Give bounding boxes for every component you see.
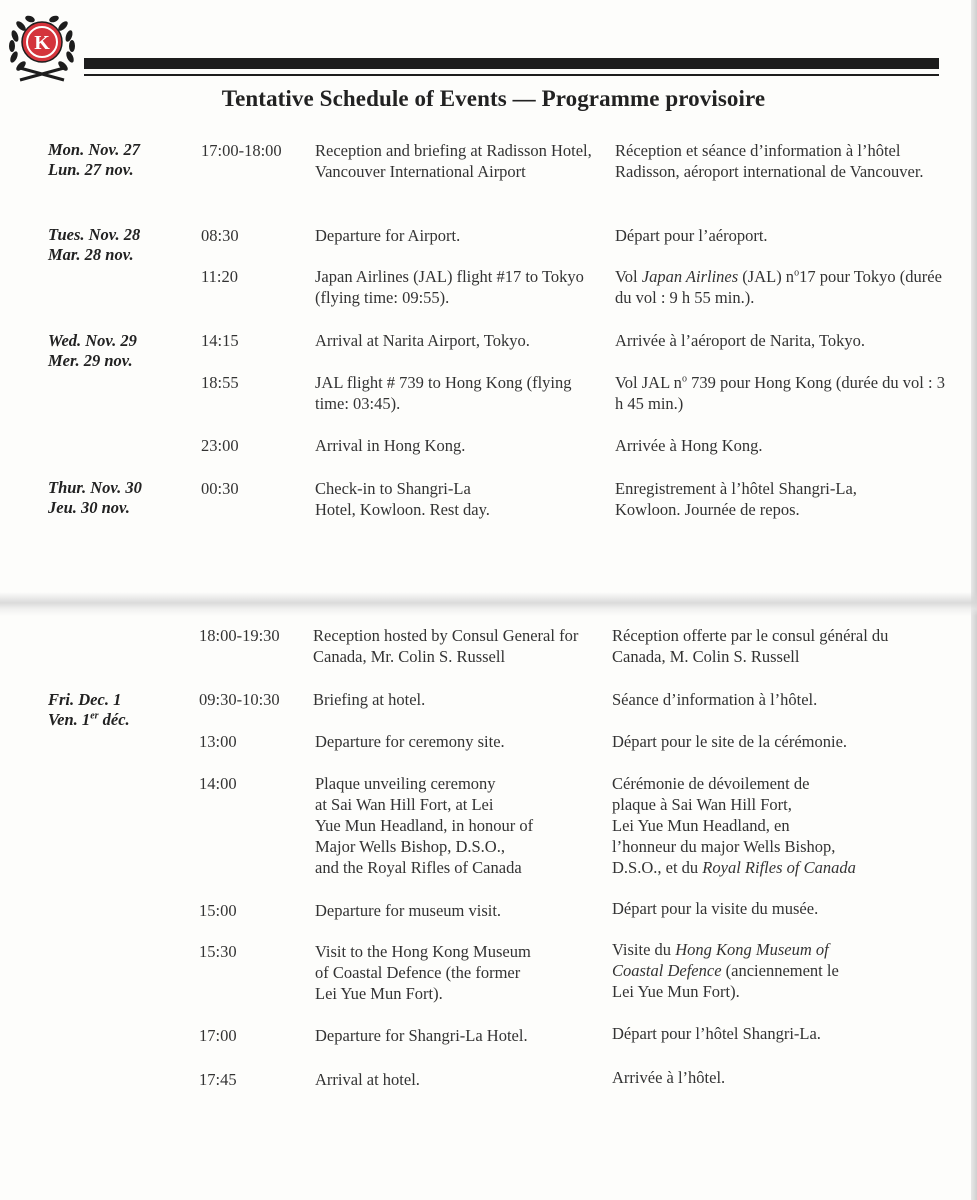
event-desc-fr: Vol Japan Airlines (JAL) $n^o17$ pour Tokyo (durée du vol : 9 h 55 min.). <box>615 267 942 307</box>
event-time: 17:45 <box>199 1070 237 1089</box>
header-rule-thick <box>84 58 939 69</box>
laurel-logo <box>6 6 78 84</box>
event-time: 00:30 <box>201 479 239 498</box>
event-desc-en: Plaque unveiling ceremony at Sai Wan Hill Fort, at Lei Yue Mun Headland, in honour of Major Wells Bishop, D.S.O., and the Royal Rifles of Canada <box>315 774 534 877</box>
event-desc-fr: Cérémonie de dévoilement de plaque à Sai Wan Hill Fort, Lei Yue Mun Headland, en l’honneur du major Wells Bishop, D.S.O., et du Royal Rifles of Canada <box>612 774 856 877</box>
day-label-fr: Lun. 27 nov. <box>48 160 134 179</box>
event-desc-en: Departure for Airport. <box>315 226 461 245</box>
event-desc-en: Departure for Shangri-La Hotel. <box>315 1026 528 1045</box>
day-label-fr: Mar. 28 nov. <box>48 245 134 264</box>
event-desc-fr: Départ pour le site de la cérémonie. <box>612 732 848 751</box>
event-time: 17:00 <box>199 1026 237 1045</box>
day-label-fr: Mer. 29 nov. <box>48 351 133 370</box>
event-time: 13:00 <box>199 732 237 751</box>
day-label-mon <box>48 140 140 180</box>
event-time: 18:00-19:30 <box>199 626 280 645</box>
event-time: 15:30 <box>199 942 237 961</box>
event-time: 11:20 <box>201 267 238 286</box>
event-desc-en: Briefing at hotel. <box>313 690 426 709</box>
event-desc-en: Check-in to Shangri-La Hotel, Kowloon. Rest day. <box>315 479 490 519</box>
event-desc-fr: Arrivée à Hong Kong. <box>615 436 763 455</box>
event-desc-fr: Séance d’information à l’hôtel. <box>612 690 818 709</box>
event-desc-en: Reception hosted by Consul General for Canada, Mr. Colin S. Russell <box>313 626 579 666</box>
event-desc-fr: Arrivée à l’hôtel. <box>612 1068 726 1087</box>
event-desc-en: JAL flight # 739 to Hong Kong (flying time: 03:45). <box>315 373 572 413</box>
event-desc-en: Reception and briefing at Radisson Hotel, Vancouver International Airport <box>315 141 592 181</box>
event-desc-en: Visit to the Hong Kong Museum of Coastal Defence (the former Lei Yue Mun Fort). <box>315 942 531 1003</box>
day-label-en: Fri. Dec. 1 <box>48 690 122 709</box>
day-label-tue <box>48 225 140 265</box>
event-desc-fr: Arrivée à l’aéroport de Narita, Tokyo. <box>615 331 866 350</box>
event-desc-en: Arrival at hotel. <box>315 1070 420 1089</box>
event-desc-fr: Réception et séance d’information à l’hôtel Radisson, aéroport international de Vancouver. <box>615 141 924 181</box>
day-label-en: Thur. Nov. 30 <box>48 478 142 497</box>
event-desc-en: Departure for museum visit. <box>315 901 502 920</box>
event-time: 14:15 <box>201 331 239 350</box>
event-time: 08:30 <box>201 226 239 245</box>
event-desc-fr: Enregistrement à l’hôtel Shangri-La, Kowloon. Journée de repos. <box>615 479 857 519</box>
event-time: 15:00 <box>199 901 237 920</box>
event-desc-en: Arrival at Narita Airport, Tokyo. <box>315 331 530 350</box>
event-time: 17:00-18:00 <box>201 141 282 160</box>
day-label-wed <box>48 331 137 371</box>
event-desc-fr: Visite du Hong Kong Museum of Coastal Defence (anciennement le Lei Yue Mun Fort). <box>612 940 839 1001</box>
day-label-fri <box>48 690 130 730</box>
event-desc-fr: Vol JAL $n^o$ 739 pour Hong Kong (durée du vol : 3 h 45 min.) <box>615 373 945 413</box>
event-time: 18:55 <box>201 373 239 392</box>
event-time: 14:00 <box>199 774 237 793</box>
event-desc-fr: Départ pour l’aéroport. <box>615 226 768 245</box>
day-label-en: Tues. Nov. 28 <box>48 225 141 244</box>
event-desc-en: Arrival in Hong Kong. <box>315 436 466 455</box>
day-label-thu <box>48 478 142 518</box>
day-label-en: Wed. Nov. 29 <box>48 331 137 350</box>
event-time: 23:00 <box>201 436 239 455</box>
event-desc-fr: Départ pour l’hôtel Shangri-La. <box>612 1024 821 1043</box>
day-label-fr: Ven. 1er déc. <box>48 710 130 729</box>
header-rule-thin <box>84 74 939 76</box>
logo-letter: K <box>34 32 50 54</box>
day-label-en: Mon. Nov. 27 <box>48 140 140 159</box>
event-desc-en: Japan Airlines (JAL) flight #17 to Tokyo (flying time: 09:55). <box>315 267 584 307</box>
page-fold-shadow <box>0 592 977 616</box>
page-title: Tentative Schedule of Events — Programme provisoire <box>221 86 766 111</box>
event-desc-fr: Départ pour la visite du musée. <box>612 899 819 918</box>
event-time: 09:30-10:30 <box>199 690 280 709</box>
event-desc-fr: Réception offerte par le consul général du Canada, M. Colin S. Russell <box>612 626 889 666</box>
event-desc-en: Departure for ceremony site. <box>315 732 505 751</box>
day-label-fr: Jeu. 30 nov. <box>48 498 130 517</box>
